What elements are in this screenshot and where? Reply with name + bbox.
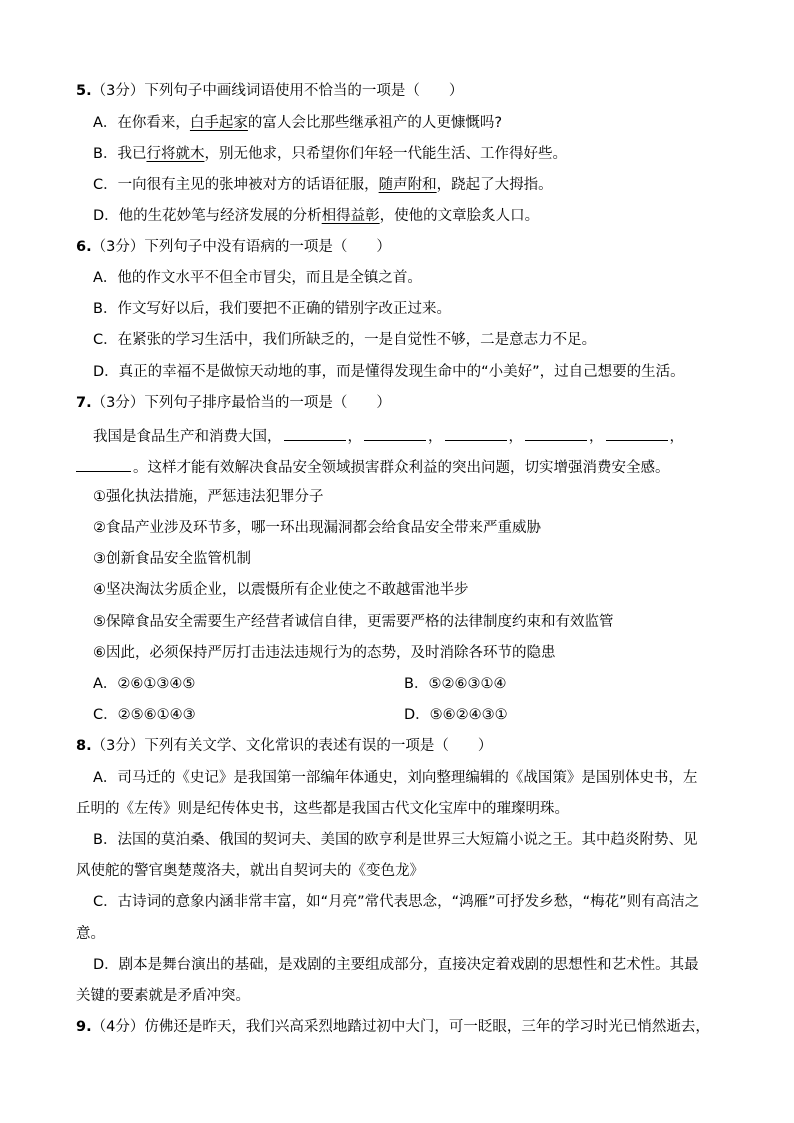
underlined-phrase: 白手起家 — [189, 115, 248, 131]
question-7-stem — [76, 393, 391, 413]
question-text: （3分）下列句子中没有语病的一项是（ ） — [91, 239, 391, 255]
question-8-option-a-cont: 丘明的《左传》则是纪传体史书，这些都是我国古代文化宝库中的璀璨明珠。 — [76, 801, 569, 817]
question-number: 8. — [76, 738, 92, 754]
separator: ， — [428, 429, 443, 445]
question-5-option-d — [93, 206, 539, 226]
question-8-option-d: D．剧本是舞台演出的基础，是戏剧的主要组成部分，直接决定着戏剧的思想性和艺术性。其最 — [93, 957, 699, 973]
question-7-option-a: A．②⑥①③④⑤ — [93, 676, 196, 692]
fill-blank — [284, 425, 346, 441]
question-6-option-b: B．作文写好以后，我们要把不正确的错别字改正过来。 — [93, 301, 451, 317]
separator: ， — [589, 429, 604, 445]
option-text: ，使他的文章脍炙人口。 — [379, 208, 540, 224]
question-7-item: ⑥因此，必须保持严厉打击违法违规行为的态势，及时消除各环节的隐患 — [93, 645, 556, 661]
question-7-item: ⑤保障食品安全需要生产经营者诚信自律，更需要严格的法律制度约束和有效监管 — [93, 614, 614, 630]
option-text: B．我已 — [93, 146, 147, 162]
question-number: 6. — [76, 239, 92, 255]
question-text: （4分）仿佛还是昨天，我们兴高采烈地踏过初中大门，可一眨眼，三年的学习时光已悄然逝去， — [91, 1019, 710, 1035]
question-7-option-c: C．②⑤⑥①④③ — [93, 707, 196, 723]
separator: ， — [347, 429, 362, 445]
question-7-option-d: D．⑤⑥②④③① — [404, 707, 508, 723]
underlined-phrase: 相得益彰 — [321, 208, 380, 224]
question-8-stem — [76, 736, 492, 756]
question-text: （3分）下列有关文学、文化常识的表述有误的一项是（ ） — [91, 738, 493, 754]
question-7-item: ③创新食品安全监管机制 — [93, 551, 251, 567]
question-5-option-b — [93, 144, 567, 164]
question-7-item: ①强化执法措施，严惩违法犯罪分子 — [93, 489, 324, 505]
question-6-option-d: D．真正的幸福不是做惊天动地的事，而是懂得发现生命中的“小美好”，过自己想要的生活。 — [93, 364, 685, 380]
option-text: ，别无他求，只希望你们年轻一代能生活、工作得好些。 — [204, 146, 567, 162]
question-8-option-c: C．古诗词的意象内涵非常丰富，如“月亮”常代表思念，“鸿雁”可抒发乡愁，“梅花”则有高洁之 — [93, 894, 700, 910]
question-9-stem — [76, 1017, 710, 1037]
underlined-phrase: 行将就木 — [146, 146, 205, 162]
question-6-option-a: A．他的作文水平不但全市冒尖，而且是全镇之首。 — [93, 270, 422, 286]
question-text: （3分）下列句子中画线词语使用不恰当的一项是（ ） — [91, 83, 464, 99]
question-7-item: ②食品产业涉及环节多，哪一环出现漏洞都会给食品安全带来严重威胁 — [93, 520, 541, 536]
question-5-option-c — [93, 175, 553, 195]
underlined-phrase: 随声附和 — [378, 177, 437, 193]
question-8-option-b: B．法国的莫泊桑、俄国的契诃夫、美国的欧亨利是世界三大短篇小说之王。其中趋炎附势、见 — [93, 832, 698, 848]
question-7-option-b: B．⑤②⑥③①④ — [404, 676, 507, 692]
question-7-passage-line-1 — [93, 425, 684, 447]
separator: ， — [669, 429, 684, 445]
fill-blank — [76, 456, 131, 472]
question-7-item: ④坚决淘汰劣质企业，以震慑所有企业使之不敢越雷池半步 — [93, 582, 469, 598]
question-text: （3分）下列句子排序最恰当的一项是（ ） — [91, 395, 391, 411]
question-8-option-c-cont: 意。 — [76, 926, 105, 942]
question-6-stem — [76, 237, 391, 257]
fill-blank — [606, 425, 668, 441]
question-8-option-d-cont: 关键的要素就是矛盾冲突。 — [76, 988, 250, 1004]
separator: ， — [508, 429, 523, 445]
question-5-option-a — [93, 113, 502, 133]
passage-text: 。这样才能有效解决食品安全领域损害群众利益的突出问题，切实增强消费安全感。 — [133, 460, 670, 476]
option-text: D．他的生花妙笔与经济发展的分析 — [93, 208, 322, 224]
question-number: 7. — [76, 395, 92, 411]
question-8-option-a: A．司马迁的《史记》是我国第一部编年体通史，刘向整理编辑的《战国策》是国别体史书，左 — [93, 770, 698, 786]
fill-blank — [364, 425, 426, 441]
question-5-stem — [76, 81, 463, 101]
option-text: ，跷起了大拇指。 — [436, 177, 553, 193]
question-number: 9. — [76, 1019, 92, 1035]
question-number: 5. — [76, 83, 92, 99]
question-8-option-b-cont: 风使舵的警官奥楚蔑洛夫，就出自契诃夫的《变色龙》 — [76, 863, 424, 879]
fill-blank — [445, 425, 507, 441]
option-text: A．在你看来， — [93, 115, 190, 131]
option-text: C．一向很有主见的张坤被对方的话语征服， — [93, 177, 379, 193]
option-text: 的富人会比那些继承祖产的人更慷慨吗? — [247, 115, 503, 131]
question-6-option-c: C．在紧张的学习生活中，我们所缺乏的，一是自觉性不够，二是意志力不足。 — [93, 332, 597, 348]
question-7-passage-line-2 — [76, 456, 670, 478]
fill-blank — [525, 425, 587, 441]
passage-text: 我国是食品生产和消费大国， — [93, 429, 282, 445]
